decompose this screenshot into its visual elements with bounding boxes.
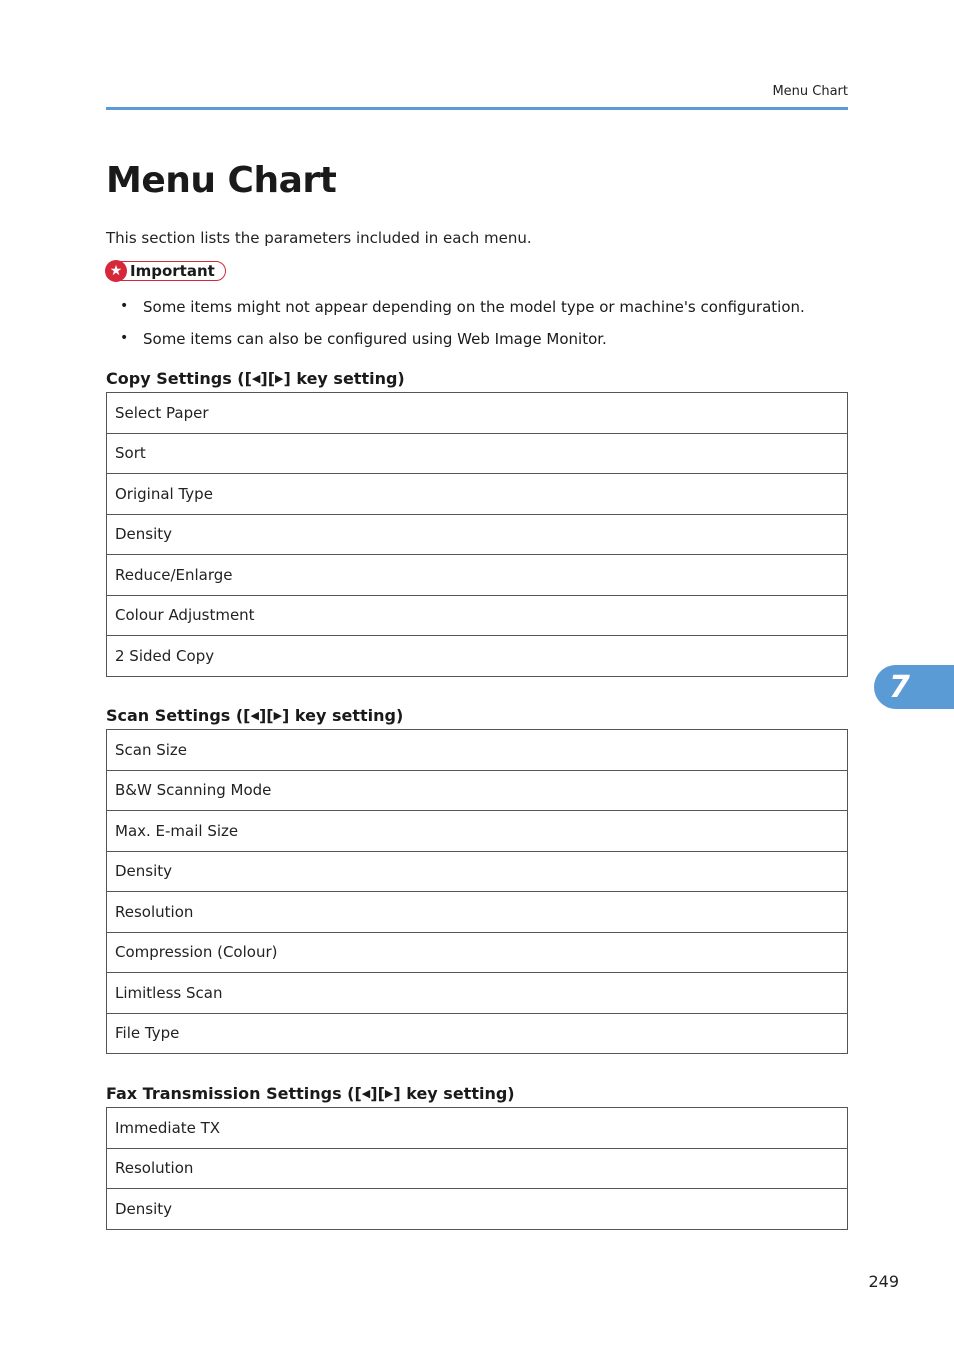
important-label: Important bbox=[130, 262, 215, 280]
right-arrow-icon: ▶ bbox=[275, 372, 284, 385]
table-row: Original Type bbox=[107, 474, 848, 515]
bullet-icon: • bbox=[120, 298, 129, 314]
table-row: Resolution bbox=[107, 1148, 848, 1189]
bullet-icon: • bbox=[120, 330, 129, 346]
table-row: Max. E-mail Size bbox=[107, 811, 848, 852]
important-list bbox=[120, 298, 805, 362]
page-number: 249 bbox=[868, 1272, 899, 1291]
header-rule bbox=[106, 107, 848, 110]
table-row: Density bbox=[107, 1189, 848, 1230]
list-item: • Some items might not appear depending on the model type or machine's configuration. bbox=[120, 298, 805, 316]
intro-text: This section lists the parameters included in each menu. bbox=[106, 229, 532, 247]
table-row: Density bbox=[107, 514, 848, 555]
left-arrow-icon: ◀ bbox=[250, 709, 259, 722]
table-row: Compression (Colour) bbox=[107, 932, 848, 973]
list-item: • Some items can also be configured using Web Image Monitor. bbox=[120, 330, 607, 348]
star-icon: ★ bbox=[105, 260, 127, 282]
copy-settings-table bbox=[106, 392, 848, 677]
table-row: Scan Size bbox=[107, 730, 848, 771]
table-row: Density bbox=[107, 851, 848, 892]
page-title: Menu Chart bbox=[106, 160, 337, 201]
table-row: 2 Sided Copy bbox=[107, 636, 848, 677]
section-heading-scan: Scan Settings ([◀][▶] key setting) bbox=[106, 706, 404, 725]
right-arrow-icon: ▶ bbox=[384, 1087, 394, 1100]
running-header: Menu Chart bbox=[772, 84, 848, 99]
right-arrow-icon: ▶ bbox=[273, 709, 283, 722]
chapter-tab: 7 bbox=[874, 665, 954, 709]
important-badge bbox=[106, 261, 226, 281]
table-row: Colour Adjustment bbox=[107, 595, 848, 636]
table-row: Limitless Scan bbox=[107, 973, 848, 1014]
table-row: Select Paper bbox=[107, 393, 848, 434]
section-heading-copy: Copy Settings ([◀][▶] key setting) bbox=[106, 369, 405, 388]
left-arrow-icon: ◀ bbox=[361, 1087, 371, 1100]
table-row: File Type bbox=[107, 1013, 848, 1054]
table-row: Immediate TX bbox=[107, 1108, 848, 1149]
table-row: Resolution bbox=[107, 892, 848, 933]
scan-settings-table bbox=[106, 729, 848, 1054]
left-arrow-icon: ◀ bbox=[251, 372, 261, 385]
table-row: Sort bbox=[107, 433, 848, 474]
table-row: B&W Scanning Mode bbox=[107, 770, 848, 811]
fax-settings-table bbox=[106, 1107, 848, 1230]
section-heading-fax: Fax Transmission Settings ([◀][▶] key setting) bbox=[106, 1084, 515, 1103]
table-row: Reduce/Enlarge bbox=[107, 555, 848, 596]
